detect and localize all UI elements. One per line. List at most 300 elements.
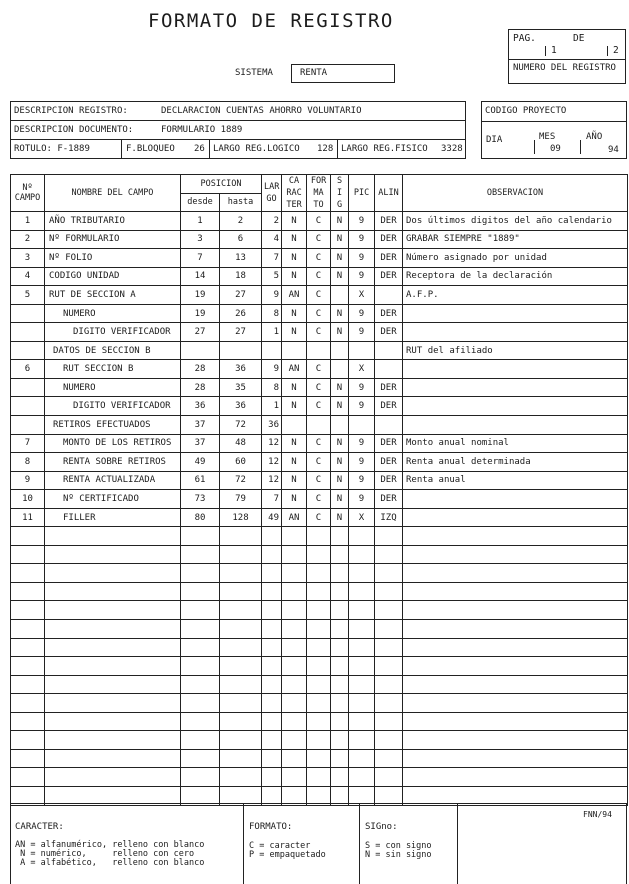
signo-legend-line: S = con signo	[365, 841, 432, 851]
table-row	[11, 397, 628, 416]
empty-table-row	[11, 620, 628, 639]
empty-cell	[349, 712, 375, 731]
formato-legend-line: P = empaquetado	[249, 850, 326, 860]
empty-cell	[220, 657, 262, 676]
empty-cell	[375, 620, 403, 639]
desc-documento-value: FORMULARIO 1889	[161, 125, 243, 135]
dia-label: DIA	[486, 135, 503, 145]
header-nombre: NOMBRE DEL CAMPO	[45, 175, 181, 212]
tick-mark	[534, 140, 535, 154]
proyecto-label: CODIGO PROYECTO	[485, 106, 567, 116]
table-row	[11, 378, 628, 397]
field-largo: 12	[262, 471, 282, 490]
field-formato	[307, 341, 331, 360]
field-largo: 7	[262, 490, 282, 509]
field-number: 2	[11, 230, 45, 249]
caracter-legend-line: AN = alfanumérico, relleno con blanco	[15, 840, 205, 850]
empty-cell	[282, 638, 307, 657]
empty-cell	[262, 731, 282, 750]
field-pic: X	[349, 360, 375, 379]
empty-table-row	[11, 582, 628, 601]
page-number-row	[509, 30, 625, 60]
empty-table-row	[11, 527, 628, 546]
field-formato	[307, 416, 331, 435]
field-number: 5	[11, 286, 45, 305]
empty-cell	[403, 749, 628, 768]
empty-cell	[220, 601, 262, 620]
field-observacion	[403, 508, 628, 527]
field-number: 6	[11, 360, 45, 379]
empty-cell	[282, 657, 307, 676]
table-row	[11, 267, 628, 286]
field-number	[11, 378, 45, 397]
empty-cell	[11, 582, 45, 601]
field-name: DATOS DE SECCION B	[45, 341, 181, 360]
empty-cell	[45, 657, 181, 676]
field-desde: 19	[181, 286, 220, 305]
field-observacion: Monto anual nominal	[403, 434, 628, 453]
field-caracter	[282, 341, 307, 360]
field-caracter: N	[282, 230, 307, 249]
empty-cell	[349, 545, 375, 564]
field-largo: 4	[262, 230, 282, 249]
field-signo: N	[331, 490, 349, 509]
field-formato: C	[307, 230, 331, 249]
header-caracter: CA RAC TER	[282, 175, 307, 212]
field-signo: N	[331, 267, 349, 286]
empty-cell	[45, 582, 181, 601]
field-hasta: 72	[220, 416, 262, 435]
field-caracter: N	[282, 378, 307, 397]
field-largo: 7	[262, 249, 282, 268]
field-alin	[375, 286, 403, 305]
field-alin	[375, 416, 403, 435]
empty-cell	[307, 601, 331, 620]
field-formato: C	[307, 360, 331, 379]
field-largo: 8	[262, 378, 282, 397]
empty-cell	[375, 638, 403, 657]
field-observacion: Dos últimos digitos del año calendario	[403, 212, 628, 231]
empty-cell	[282, 768, 307, 787]
empty-cell	[45, 712, 181, 731]
field-name: RETIROS EFECTUADOS	[45, 416, 181, 435]
field-desde: 37	[181, 434, 220, 453]
field-number	[11, 323, 45, 342]
field-hasta: 27	[220, 286, 262, 305]
empty-cell	[375, 694, 403, 713]
header-posicion: POSICION	[181, 175, 262, 194]
field-desde: 3	[181, 230, 220, 249]
field-name: DIGITO VERIFICADOR	[45, 323, 181, 342]
empty-cell	[181, 731, 220, 750]
field-hasta: 2	[220, 212, 262, 231]
empty-table-row	[11, 731, 628, 750]
field-desde: 28	[181, 378, 220, 397]
field-formato: C	[307, 490, 331, 509]
fields-table	[10, 174, 628, 806]
divider	[337, 140, 338, 159]
empty-cell	[349, 564, 375, 583]
ano-value: 94	[608, 145, 619, 155]
pag-label: PAG.	[513, 33, 536, 44]
empty-cell	[403, 582, 628, 601]
tick-mark	[545, 46, 546, 56]
empty-cell	[181, 749, 220, 768]
field-alin: DER	[375, 471, 403, 490]
field-number: 8	[11, 453, 45, 472]
field-observacion: GRABAR SIEMPRE "1889"	[403, 230, 628, 249]
empty-cell	[262, 527, 282, 546]
empty-cell	[262, 768, 282, 787]
field-alin: DER	[375, 267, 403, 286]
empty-cell	[331, 768, 349, 787]
empty-cell	[11, 712, 45, 731]
logico-label: LARGO REG.LOGICO	[213, 144, 300, 154]
field-caracter: N	[282, 212, 307, 231]
desc-registro-label: DESCRIPCION REGISTRO:	[14, 106, 128, 116]
empty-cell	[349, 694, 375, 713]
field-desde: 61	[181, 471, 220, 490]
empty-cell	[349, 731, 375, 750]
field-largo: 9	[262, 360, 282, 379]
field-observacion: RUT del afiliado	[403, 341, 628, 360]
empty-cell	[181, 712, 220, 731]
page-title: FORMATO DE REGISTRO	[148, 10, 394, 32]
empty-cell	[181, 638, 220, 657]
table-row	[11, 360, 628, 379]
table-row	[11, 416, 628, 435]
field-pic: 9	[349, 453, 375, 472]
empty-cell	[375, 657, 403, 676]
field-alin: DER	[375, 434, 403, 453]
field-alin: DER	[375, 249, 403, 268]
empty-cell	[220, 675, 262, 694]
empty-cell	[220, 545, 262, 564]
field-largo: 1	[262, 323, 282, 342]
empty-cell	[375, 749, 403, 768]
empty-cell	[307, 675, 331, 694]
empty-cell	[307, 638, 331, 657]
empty-cell	[375, 564, 403, 583]
empty-cell	[220, 768, 262, 787]
empty-cell	[403, 768, 628, 787]
field-hasta: 128	[220, 508, 262, 527]
bloqueo-label: F.BLOQUEO	[126, 144, 175, 154]
field-name: NUMERO	[45, 378, 181, 397]
pag-de-label: DE	[573, 33, 585, 44]
table-row	[11, 471, 628, 490]
empty-cell	[11, 749, 45, 768]
empty-cell	[349, 527, 375, 546]
field-caracter: N	[282, 304, 307, 323]
empty-cell	[181, 768, 220, 787]
field-desde: 7	[181, 249, 220, 268]
empty-cell	[220, 731, 262, 750]
empty-cell	[282, 545, 307, 564]
field-alin: DER	[375, 212, 403, 231]
field-signo: N	[331, 249, 349, 268]
field-signo: N	[331, 230, 349, 249]
field-pic	[349, 416, 375, 435]
field-hasta: 36	[220, 397, 262, 416]
field-observacion: A.F.P.	[403, 286, 628, 305]
empty-cell	[262, 657, 282, 676]
header-observacion: OBSERVACION	[403, 175, 628, 212]
table-row	[11, 230, 628, 249]
proyecto-box	[481, 101, 627, 159]
empty-cell	[282, 712, 307, 731]
empty-cell	[331, 712, 349, 731]
field-alin: DER	[375, 453, 403, 472]
empty-cell	[349, 749, 375, 768]
empty-cell	[220, 749, 262, 768]
field-pic: 9	[349, 490, 375, 509]
field-pic: 9	[349, 471, 375, 490]
field-pic: 9	[349, 434, 375, 453]
empty-cell	[262, 601, 282, 620]
field-largo: 2	[262, 212, 282, 231]
empty-cell	[375, 601, 403, 620]
empty-cell	[403, 638, 628, 657]
empty-cell	[375, 545, 403, 564]
table-row	[11, 286, 628, 305]
field-desde: 19	[181, 304, 220, 323]
empty-cell	[282, 731, 307, 750]
field-observacion	[403, 397, 628, 416]
empty-cell	[220, 620, 262, 639]
field-formato: C	[307, 508, 331, 527]
table-row	[11, 434, 628, 453]
field-hasta: 18	[220, 267, 262, 286]
empty-table-row	[11, 712, 628, 731]
empty-cell	[11, 731, 45, 750]
empty-cell	[11, 601, 45, 620]
bloqueo-value: 26	[194, 144, 205, 154]
field-name: Nº FOLIO	[45, 249, 181, 268]
fisico-value: 3328	[441, 144, 463, 154]
empty-cell	[181, 601, 220, 620]
empty-cell	[11, 564, 45, 583]
field-alin: DER	[375, 397, 403, 416]
field-hasta: 27	[220, 323, 262, 342]
field-largo: 12	[262, 434, 282, 453]
field-hasta: 79	[220, 490, 262, 509]
field-largo: 5	[262, 267, 282, 286]
sistema-label: SISTEMA	[235, 68, 273, 78]
field-signo: N	[331, 453, 349, 472]
field-name: RUT SECCION B	[45, 360, 181, 379]
numero-registro-label: NUMERO DEL REGISTRO	[513, 63, 616, 73]
divider	[121, 140, 122, 159]
field-hasta: 48	[220, 434, 262, 453]
field-alin: DER	[375, 490, 403, 509]
empty-cell	[11, 620, 45, 639]
field-formato: C	[307, 286, 331, 305]
header-signo: S I G	[331, 175, 349, 212]
field-largo	[262, 341, 282, 360]
tick-mark	[607, 46, 608, 56]
empty-cell	[181, 657, 220, 676]
empty-cell	[331, 527, 349, 546]
empty-cell	[181, 527, 220, 546]
empty-cell	[307, 749, 331, 768]
field-name: CODIGO UNIDAD	[45, 267, 181, 286]
table-row	[11, 304, 628, 323]
mes-value: 09	[550, 144, 561, 154]
field-desde: 80	[181, 508, 220, 527]
field-signo: N	[331, 471, 349, 490]
field-hasta: 13	[220, 249, 262, 268]
field-number	[11, 341, 45, 360]
empty-cell	[11, 545, 45, 564]
field-caracter: AN	[282, 286, 307, 305]
empty-cell	[375, 527, 403, 546]
formato-legend-label: FORMATO:	[249, 822, 293, 832]
empty-cell	[220, 527, 262, 546]
field-name: AÑO TRIBUTARIO	[45, 212, 181, 231]
field-desde: 73	[181, 490, 220, 509]
field-alin: DER	[375, 230, 403, 249]
empty-cell	[375, 582, 403, 601]
field-hasta: 60	[220, 453, 262, 472]
empty-cell	[45, 601, 181, 620]
field-observacion: Receptora de la declaración	[403, 267, 628, 286]
field-hasta: 26	[220, 304, 262, 323]
empty-cell	[11, 657, 45, 676]
empty-cell	[349, 768, 375, 787]
field-pic: X	[349, 286, 375, 305]
empty-cell	[45, 749, 181, 768]
field-alin: DER	[375, 378, 403, 397]
field-hasta: 6	[220, 230, 262, 249]
field-signo	[331, 416, 349, 435]
field-signo: N	[331, 304, 349, 323]
signo-legend-label: SIGno:	[365, 822, 398, 832]
sistema-field: RENTA	[291, 64, 395, 83]
divider	[359, 804, 360, 884]
field-caracter: AN	[282, 508, 307, 527]
empty-cell	[307, 694, 331, 713]
empty-cell	[349, 675, 375, 694]
empty-cell	[220, 582, 262, 601]
field-signo: N	[331, 378, 349, 397]
field-caracter: N	[282, 434, 307, 453]
field-signo	[331, 360, 349, 379]
empty-cell	[307, 527, 331, 546]
empty-cell	[331, 620, 349, 639]
empty-cell	[220, 564, 262, 583]
field-name: RENTA SOBRE RETIROS	[45, 453, 181, 472]
field-signo: N	[331, 323, 349, 342]
header-hasta: hasta	[220, 193, 262, 212]
field-desde: 36	[181, 397, 220, 416]
rotulo: ROTULO: F-1889	[14, 144, 90, 154]
field-alin: DER	[375, 323, 403, 342]
empty-cell	[331, 582, 349, 601]
empty-cell	[262, 694, 282, 713]
empty-cell	[403, 564, 628, 583]
empty-cell	[181, 545, 220, 564]
empty-cell	[331, 601, 349, 620]
field-formato: C	[307, 471, 331, 490]
field-signo: N	[331, 434, 349, 453]
field-name: FILLER	[45, 508, 181, 527]
field-pic: X	[349, 508, 375, 527]
field-pic: 9	[349, 212, 375, 231]
empty-cell	[11, 527, 45, 546]
field-name: DIGITO VERIFICADOR	[45, 397, 181, 416]
field-observacion	[403, 360, 628, 379]
empty-cell	[375, 712, 403, 731]
empty-cell	[181, 620, 220, 639]
empty-cell	[45, 564, 181, 583]
field-signo	[331, 341, 349, 360]
empty-cell	[181, 564, 220, 583]
field-caracter: N	[282, 490, 307, 509]
empty-cell	[282, 527, 307, 546]
empty-cell	[331, 657, 349, 676]
field-number: 3	[11, 249, 45, 268]
field-name: RENTA ACTUALIZADA	[45, 471, 181, 490]
field-number	[11, 416, 45, 435]
fields-table-body	[11, 212, 628, 806]
header-alin: ALIN	[375, 175, 403, 212]
field-pic: 9	[349, 304, 375, 323]
empty-table-row	[11, 657, 628, 676]
field-largo: 12	[262, 453, 282, 472]
empty-cell	[331, 694, 349, 713]
field-caracter: N	[282, 249, 307, 268]
empty-cell	[45, 620, 181, 639]
empty-cell	[45, 545, 181, 564]
table-row	[11, 323, 628, 342]
empty-cell	[331, 638, 349, 657]
field-number: 7	[11, 434, 45, 453]
empty-cell	[307, 620, 331, 639]
empty-table-row	[11, 564, 628, 583]
empty-cell	[349, 657, 375, 676]
empty-cell	[403, 527, 628, 546]
field-number: 11	[11, 508, 45, 527]
empty-cell	[45, 694, 181, 713]
empty-cell	[262, 582, 282, 601]
empty-cell	[307, 582, 331, 601]
field-hasta	[220, 341, 262, 360]
header-pic: PIC	[349, 175, 375, 212]
field-signo: N	[331, 212, 349, 231]
header-formato: FOR MA TO	[307, 175, 331, 212]
field-observacion: Renta anual determinada	[403, 453, 628, 472]
fisico-label: LARGO REG.FISICO	[341, 144, 428, 154]
field-hasta: 36	[220, 360, 262, 379]
empty-cell	[403, 601, 628, 620]
table-row	[11, 490, 628, 509]
header-campo: Nº CAMPO	[11, 175, 45, 212]
field-number: 1	[11, 212, 45, 231]
field-pic: 9	[349, 378, 375, 397]
table-row	[11, 249, 628, 268]
field-pic: 9	[349, 230, 375, 249]
desc-documento-label: DESCRIPCION DOCUMENTO:	[14, 125, 134, 135]
empty-cell	[282, 694, 307, 713]
empty-cell	[403, 731, 628, 750]
empty-cell	[349, 638, 375, 657]
table-row	[11, 341, 628, 360]
empty-cell	[11, 694, 45, 713]
empty-cell	[403, 545, 628, 564]
field-desde: 28	[181, 360, 220, 379]
field-pic: 9	[349, 397, 375, 416]
